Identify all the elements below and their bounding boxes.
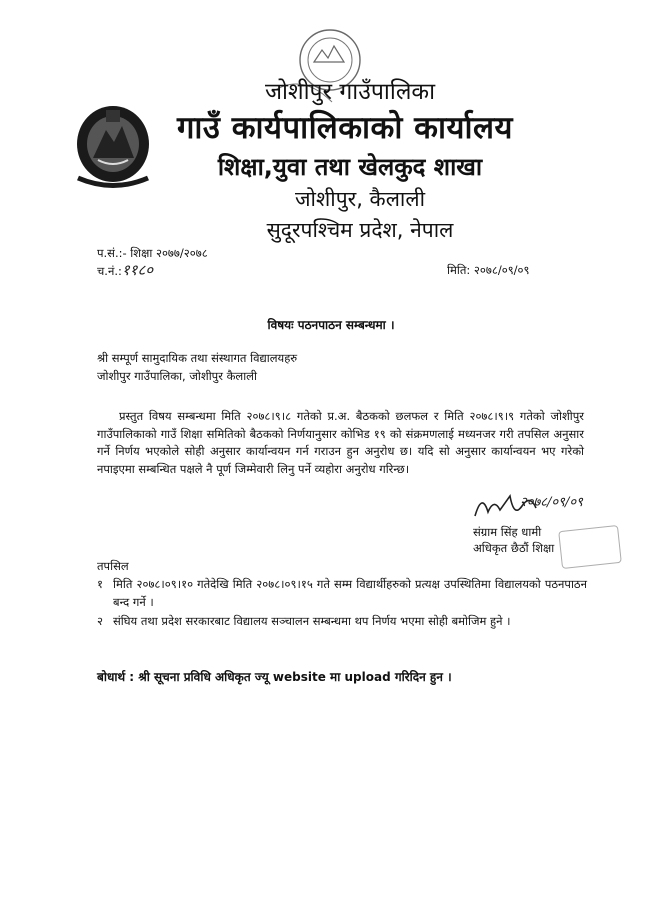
list-item xyxy=(97,613,587,631)
section-title: शिक्षा,युवा तथा खेलकुद शाखा xyxy=(217,153,483,181)
municipality-name: जोशीपुर गाउँपालिका xyxy=(264,79,436,105)
addressee-line-1: श्री सम्पूर्ण सामुदायिक तथा संस्थागत विद्यालयहरु xyxy=(97,351,298,365)
cc-note: बोधार्थ : श्री सूचना प्रविधि अधिकृत ज्यू website मा upload गरिदिन हुन । xyxy=(97,670,452,684)
list-item-number: १ xyxy=(97,577,103,591)
letter-date: मिति: २०७८/०९/०९ xyxy=(447,263,530,277)
addressee-line-2: जोशीपुर गाउँपालिका, जोशीपुर कैलाली xyxy=(97,369,257,383)
signatory-name: संग्राम सिंह धामी xyxy=(473,525,542,539)
list-item-text: मिति २०७८।०९।१० गतेदेखि मिति २०७८।०९।१५ गते सम्म विद्यार्थीहरुको प्रत्यक्ष उपस्थितिमा विद्यालयको पठनपाठन बन्द गर्ने । xyxy=(113,577,587,609)
office-title: गाउँ कार्यपालिकाको कार्यालय xyxy=(176,110,514,146)
tapasil-list xyxy=(97,576,587,633)
subject-line: विषयः पठनपाठन सम्बन्धमा । xyxy=(267,318,395,332)
list-item-number: २ xyxy=(97,614,103,629)
body-paragraph: प्रस्तुत विषय सम्बन्धमा मिति २०७८।९।८ गतेको प्र.अ. बैठकको छलफल र मिति २०७८।९।९ गतेको जोशीपुर गाउँपालिकाको गाउँ शिक्षा समितिको बैठकको निर्णयानुसार कोभिड १९ को संक्रमणलाई मध्यनजर गरी तपसिल अनुसार गर्ने निर्णय भएकोले सोही अनुसार कार्यान्वयन गर्न गराउन हुन अनुरोध छ। यदि सो अनुसार कार्यान्वयन भए गरेको नपाइएमा सम्बन्धित पक्षले नै पूर्ण जिम्मेवारी लिनु पर्ने व्यहोरा अनुरोध गरिन्छ। xyxy=(97,409,584,476)
province-name: सुदूरपश्चिम प्रदेश, नेपाल xyxy=(266,218,454,242)
patra-sankhya: प.सं.:- शिक्षा २०७७/२०७८ xyxy=(97,246,208,260)
list-item xyxy=(97,576,587,611)
signature-date: २०७८/०९/०९ xyxy=(520,495,583,510)
list-item-text: संघिय तथा प्रदेश सरकारबाट विद्यालय सञ्चालन सम्बन्धमा थप निर्णय भएमा सोही बमोजिम हुने । xyxy=(113,614,511,629)
chalani-label: च.नं.: xyxy=(97,264,122,278)
tapasil-heading: तपसिल xyxy=(97,559,129,573)
signatory-title: अधिकृत छैठौं शिक्षा xyxy=(473,541,555,555)
place-name: जोशीपुर, कैलाली xyxy=(294,187,426,211)
chalani-number xyxy=(97,262,153,279)
signature-stamp xyxy=(558,525,622,569)
chalani-value: ११८० xyxy=(121,261,154,279)
